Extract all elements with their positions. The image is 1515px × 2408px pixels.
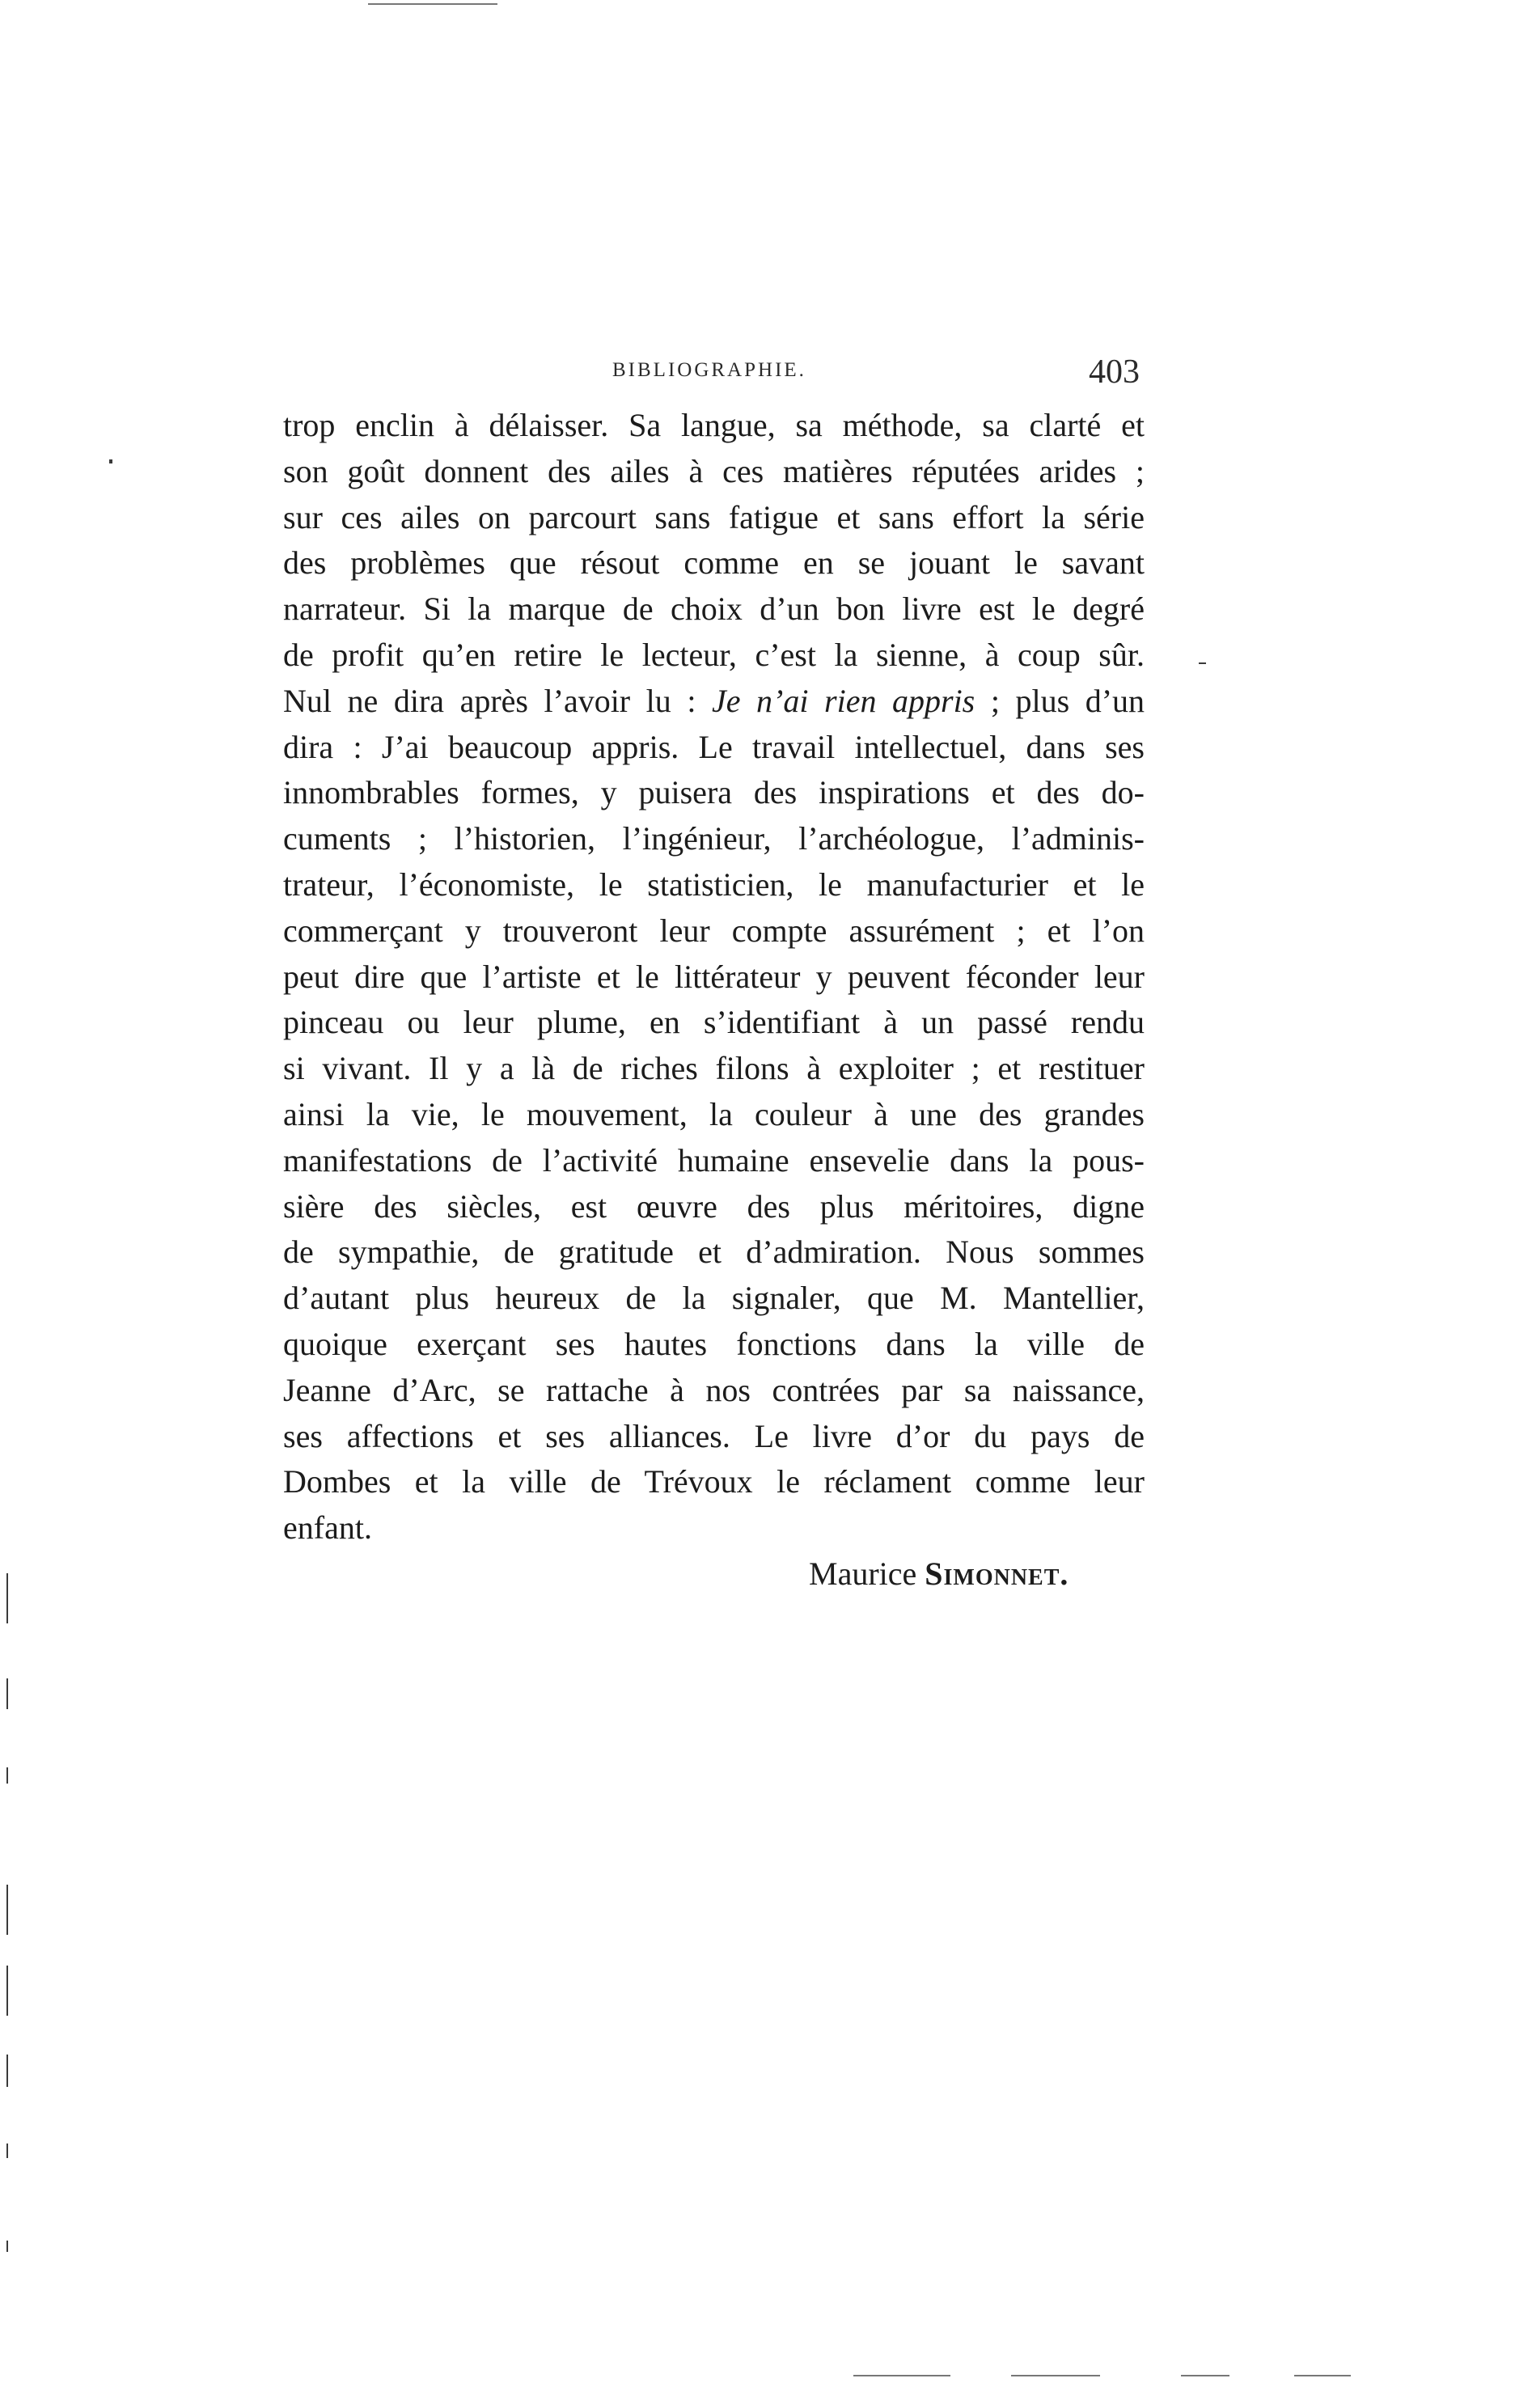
- scan-artifact: [6, 1966, 8, 2016]
- text-line: ses affections et ses alliances. Le livre d’or du pays de: [283, 1417, 1145, 1454]
- text-line: Dombes et la ville de Trévoux le réclament comme leur: [283, 1463, 1145, 1500]
- author-signature: [809, 1555, 1069, 1593]
- signature-first-name: Maurice: [809, 1555, 917, 1592]
- scan-artifact: [6, 1767, 8, 1784]
- text-line: trateur, l’économiste, le statisticien, le manufacturier et le: [283, 865, 1145, 903]
- scan-speck: [1199, 662, 1206, 664]
- scan-artifact: [6, 1573, 8, 1623]
- scan-speck: [109, 459, 112, 463]
- text-line: commerçant y trouveront leur compte assurément ; et l’on: [283, 912, 1145, 949]
- text-line: ainsi la vie, le mouvement, la couleur à une des grandes: [283, 1095, 1145, 1132]
- text-line: quoique exerçant ses hautes fonctions dans la ville de: [283, 1325, 1145, 1362]
- text-line: sur ces ailes on parcourt sans fatigue et sans effort la série: [283, 498, 1145, 535]
- text-line: d’autant plus heureux de la signaler, que M. Mantellier,: [283, 1280, 1145, 1317]
- text-line: dira : J’ai beaucoup appris. Le travail intellectuel, dans ses: [283, 728, 1145, 765]
- italic-quote: Je n’ai rien appris: [712, 682, 975, 719]
- signature-surname: Simonnet.: [925, 1555, 1069, 1592]
- scan-artifact: [368, 3, 497, 5]
- body-text: [283, 403, 1145, 1551]
- text-line: pinceau ou leur plume, en s’identifiant à un passé rendu: [283, 1004, 1145, 1041]
- page-number: 403: [1089, 353, 1140, 391]
- text-line-with-quote: [283, 679, 1145, 725]
- scan-artifact: [1011, 2375, 1100, 2376]
- text-line: son goût donnent des ailes à ces matières réputées arides ;: [283, 452, 1145, 489]
- text-line: cuments ; l’historien, l’ingénieur, l’archéologue, l’adminis-: [283, 820, 1145, 857]
- scan-artifact: [6, 2241, 8, 2252]
- running-title: BIBLIOGRAPHIE.: [612, 359, 806, 381]
- text-line: innombrables formes, y puisera des inspirations et des do-: [283, 774, 1145, 811]
- text-line: Jeanne d’Arc, se rattache à nos contrées par sa naissance,: [283, 1371, 1145, 1408]
- text-line: peut dire que l’artiste et le littérateur y peuvent féconder leur: [283, 958, 1145, 995]
- text-segment: ; plus d’un: [990, 682, 1145, 719]
- text-line: de sympathie, de gratitude et d’admiration. Nous sommes: [283, 1234, 1145, 1271]
- text-segment: Nul ne dira après l’avoir lu :: [283, 682, 696, 719]
- scan-artifact: [6, 2144, 8, 2158]
- text-line: manifestations de l’activité humaine ensevelie dans la pous-: [283, 1141, 1145, 1179]
- text-line: enfant.: [283, 1509, 372, 1547]
- scan-artifact: [6, 1678, 8, 1709]
- scan-artifact: [1294, 2375, 1351, 2376]
- text-line: de profit qu’en retire le lecteur, c’est la sienne, à coup sûr.: [283, 636, 1145, 673]
- text-line: si vivant. Il y a là de riches filons à exploiter ; et restituer: [283, 1050, 1145, 1087]
- scan-artifact: [1181, 2375, 1229, 2376]
- scan-artifact: [6, 2055, 8, 2087]
- running-header: [285, 353, 1146, 401]
- text-line: trop enclin à délaisser. Sa langue, sa méthode, sa clarté et: [283, 407, 1145, 443]
- scan-artifact: [853, 2375, 950, 2376]
- text-line: des problèmes que résout comme en se jouant le savant: [283, 544, 1145, 582]
- text-line: sière des siècles, est œuvre des plus méritoires, digne: [283, 1187, 1145, 1225]
- scan-artifact: [6, 1885, 8, 1935]
- text-line: narrateur. Si la marque de choix d’un bon livre est le degré: [283, 590, 1145, 628]
